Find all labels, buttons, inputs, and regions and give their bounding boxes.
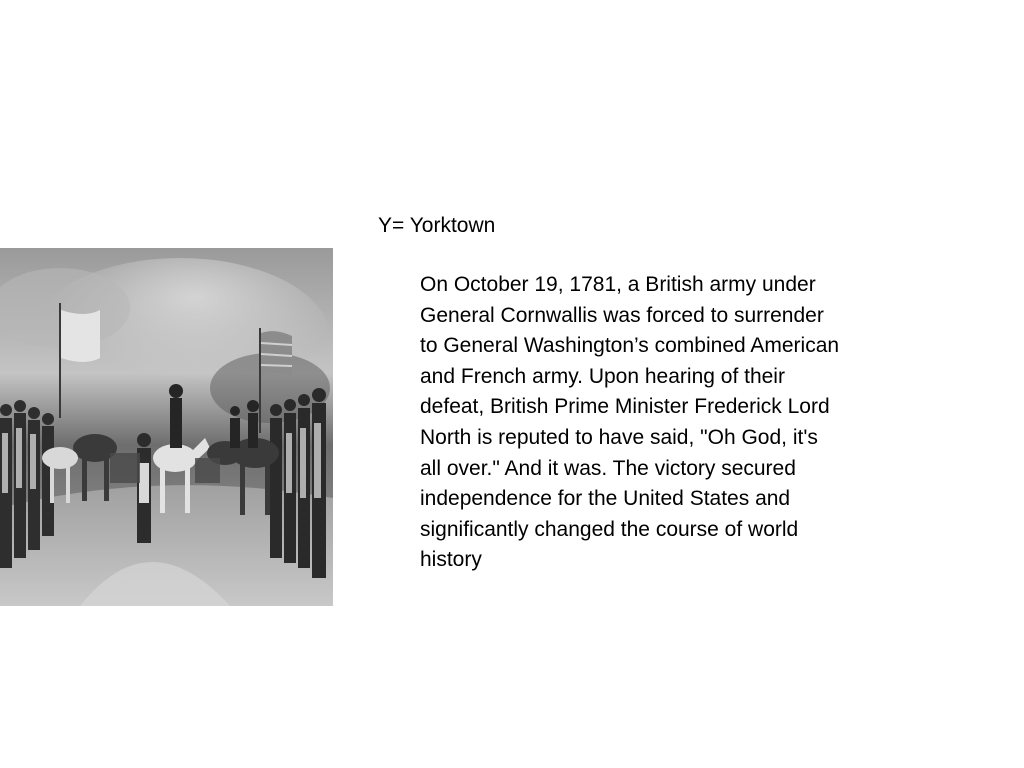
paragraph-line: all over." And it was. The victory secured: [420, 456, 796, 480]
paragraph-line: and French army. Upon hearing of their: [420, 364, 785, 388]
slide-body-paragraph: [420, 270, 900, 576]
paragraph-line: defeat, British Prime Minister Frederick Lord: [420, 395, 830, 419]
paragraph-line: General Cornwallis was forced to surrender: [420, 303, 824, 327]
paragraph-line: to General Washington’s combined American: [420, 334, 840, 358]
surrender-painting-image: [0, 248, 333, 606]
paragraph-line: North is reputed to have said, "Oh God, it's: [420, 425, 818, 449]
paragraph-line: On October 19, 1781, a British army under: [420, 273, 816, 296]
paragraph-line: significantly changed the course of world: [420, 517, 799, 541]
paragraph-line: independence for the United States and: [420, 487, 791, 511]
paragraph-line: history: [420, 548, 482, 572]
slide-heading: Y= Yorktown: [378, 214, 496, 237]
